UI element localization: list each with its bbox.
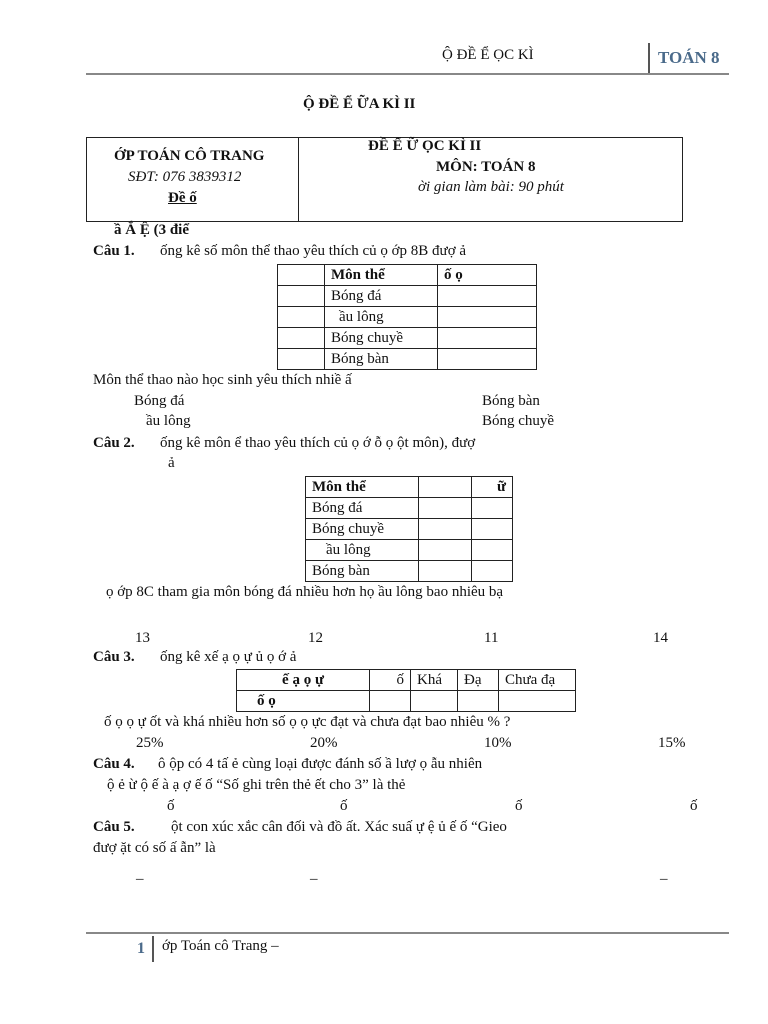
q1-option-c[interactable]: ầu lông <box>146 413 191 429</box>
q3-table-header: Chưa đạ <box>499 670 576 691</box>
footer-vertical-divider <box>152 936 154 962</box>
q5-line1: ột con xúc xắc cân đối và đồ ất. Xác suấ ự ệ ủ ế ố “Gieo <box>171 819 507 835</box>
q1-option-a[interactable]: Bóng đá <box>134 393 185 409</box>
header-subject-tag: TOÁN 8 <box>658 48 720 67</box>
q1-table-cell <box>278 328 325 349</box>
exam-heading: ĐỀ Ể Ữ ỌC KÌ II <box>368 138 482 154</box>
q1-table-cell: ầu lông <box>325 307 438 328</box>
table-row <box>237 691 576 712</box>
table-row <box>306 561 513 582</box>
q2-table-cell: Bóng đá <box>306 498 419 519</box>
footer-rule <box>86 932 729 934</box>
q1-table-cell <box>278 265 325 286</box>
q2-label: Câu 2. <box>93 435 135 451</box>
table-row <box>306 540 513 561</box>
q2-text: ống kê môn ể thao yêu thích củ ọ ớ ỗ ọ ột môn), đượ <box>160 435 476 451</box>
q2-table-cell: Bóng chuyề <box>306 519 419 540</box>
exam-number: Đề ố <box>168 190 197 206</box>
q3-table-header: ế ạ ọ ự <box>237 670 370 691</box>
q4-label: Câu 4. <box>93 756 135 772</box>
q3-text: ống kê xế ạ ọ ự ủ ọ ớ ả <box>160 649 297 665</box>
q4-line1: ô ộp có 4 tấ ẻ cùng loại được đánh số ầ lượ ọ ẫu nhiên <box>158 756 483 772</box>
q5-label: Câu 5. <box>93 819 135 835</box>
q3-table-cell <box>370 691 411 712</box>
table-row <box>278 286 537 307</box>
q3-table-cell <box>458 691 499 712</box>
q2-table-cell <box>419 540 472 561</box>
q4-option-a[interactable]: ố <box>167 798 175 814</box>
q3-label: Câu 3. <box>93 649 135 665</box>
q1-table-header: Môn thể <box>325 265 438 286</box>
q1-table-cell <box>278 349 325 370</box>
q3-table-cell <box>499 691 576 712</box>
q1-table-cell <box>438 307 537 328</box>
q1-table-cell <box>438 349 537 370</box>
q1-table-cell: Bóng đá <box>325 286 438 307</box>
q1-text: ống kê số môn thể thao yêu thích củ ọ ớp 8B đượ ả <box>160 243 467 259</box>
q3-question: ố ọ ọ ự ốt và khá nhiều hơn số ọ ọ ực đạt và chưa đạt bao nhiêu % ? <box>104 714 511 730</box>
q4-option-d[interactable]: ố <box>690 798 698 814</box>
q2-table-cell <box>419 561 472 582</box>
q1-table-cell: Bóng bàn <box>325 349 438 370</box>
q3-table-header: ố <box>370 670 411 691</box>
q4-option-c[interactable]: ố <box>515 798 523 814</box>
q2-table-cell <box>419 498 472 519</box>
section-heading: ầ Ắ Ệ (3 điể <box>114 222 189 238</box>
q2-option-a[interactable]: 13 <box>135 630 150 646</box>
school-phone: SĐT: 076 3839312 <box>128 169 242 185</box>
page-title: Ộ ĐỀ Ể ỮA KÌ II <box>303 96 416 112</box>
q3-option-c[interactable]: 10% <box>484 735 512 751</box>
header-rule <box>86 73 729 75</box>
q2-table-header: Môn thể <box>306 477 419 498</box>
q2-table-header: ữ <box>472 477 513 498</box>
q2-option-b[interactable]: 12 <box>308 630 323 646</box>
q2-text-continued: ả <box>168 455 175 471</box>
table-row <box>278 307 537 328</box>
q2-table-cell <box>419 519 472 540</box>
q2-question: ọ ớp 8C tham gia môn bóng đá nhiều hơn họ ầu lông bao nhiêu bạ <box>106 584 504 600</box>
q2-table <box>305 476 513 582</box>
q1-question: Môn thể thao nào học sinh yêu thích nhiề ấ <box>93 372 352 388</box>
q1-table-cell: Bóng chuyề <box>325 328 438 349</box>
footer-text: ớp Toán cô Trang – <box>162 938 279 954</box>
q3-table-header: Đạ <box>458 670 499 691</box>
q4-option-b[interactable]: ố <box>340 798 348 814</box>
q3-table-cell: ố ọ <box>237 691 370 712</box>
exam-time: ời gian làm bài: 90 phút <box>418 179 564 195</box>
q5-option-b[interactable]: – <box>310 871 318 887</box>
q3-option-a[interactable]: 25% <box>136 735 164 751</box>
q2-table-cell: Bóng bàn <box>306 561 419 582</box>
q2-table-cell <box>472 519 513 540</box>
q5-option-a[interactable]: – <box>136 871 144 887</box>
header-vertical-divider <box>648 43 650 73</box>
q2-table-cell <box>472 498 513 519</box>
q2-table-header <box>419 477 472 498</box>
q3-option-d[interactable]: 15% <box>658 735 686 751</box>
q1-table-cell <box>438 328 537 349</box>
q3-option-b[interactable]: 20% <box>310 735 338 751</box>
q1-table-cell <box>438 286 537 307</box>
q3-table <box>236 669 576 712</box>
table-row <box>278 328 537 349</box>
q3-table-header: Khá <box>411 670 458 691</box>
q2-option-d[interactable]: 14 <box>653 630 668 646</box>
exam-subject: MÔN: TOÁN 8 <box>436 159 536 175</box>
header-exam-title: Ộ ĐỀ Ể ỌC KÌ <box>442 47 534 63</box>
info-box-divider <box>298 138 299 221</box>
q1-option-b[interactable]: Bóng bàn <box>482 393 540 409</box>
q3-table-cell <box>411 691 458 712</box>
q2-table-cell <box>472 561 513 582</box>
table-row <box>306 519 513 540</box>
q2-table-cell: ầu lông <box>306 540 419 561</box>
q1-table-header: ố ọ <box>438 265 537 286</box>
q1-label: Câu 1. <box>93 243 135 259</box>
table-row <box>306 498 513 519</box>
q2-table-cell <box>472 540 513 561</box>
q2-option-c[interactable]: 11 <box>484 630 499 646</box>
q5-option-c[interactable]: – <box>660 871 668 887</box>
q5-line2: đượ ặt có số ấ ẫn” là <box>93 840 216 856</box>
q4-line2: ộ ẻ ừ ộ ế à ạ ợ ế ố “Số ghi trên thẻ ết cho 3” là thẻ <box>107 777 406 793</box>
q1-table <box>277 264 537 370</box>
table-row <box>278 349 537 370</box>
q1-table-cell <box>278 286 325 307</box>
school-name: ỚP TOÁN CÔ TRANG <box>114 148 265 164</box>
q1-table-cell <box>278 307 325 328</box>
q1-option-d[interactable]: Bóng chuyề <box>482 413 555 429</box>
footer-page-number: 1 <box>137 940 145 957</box>
